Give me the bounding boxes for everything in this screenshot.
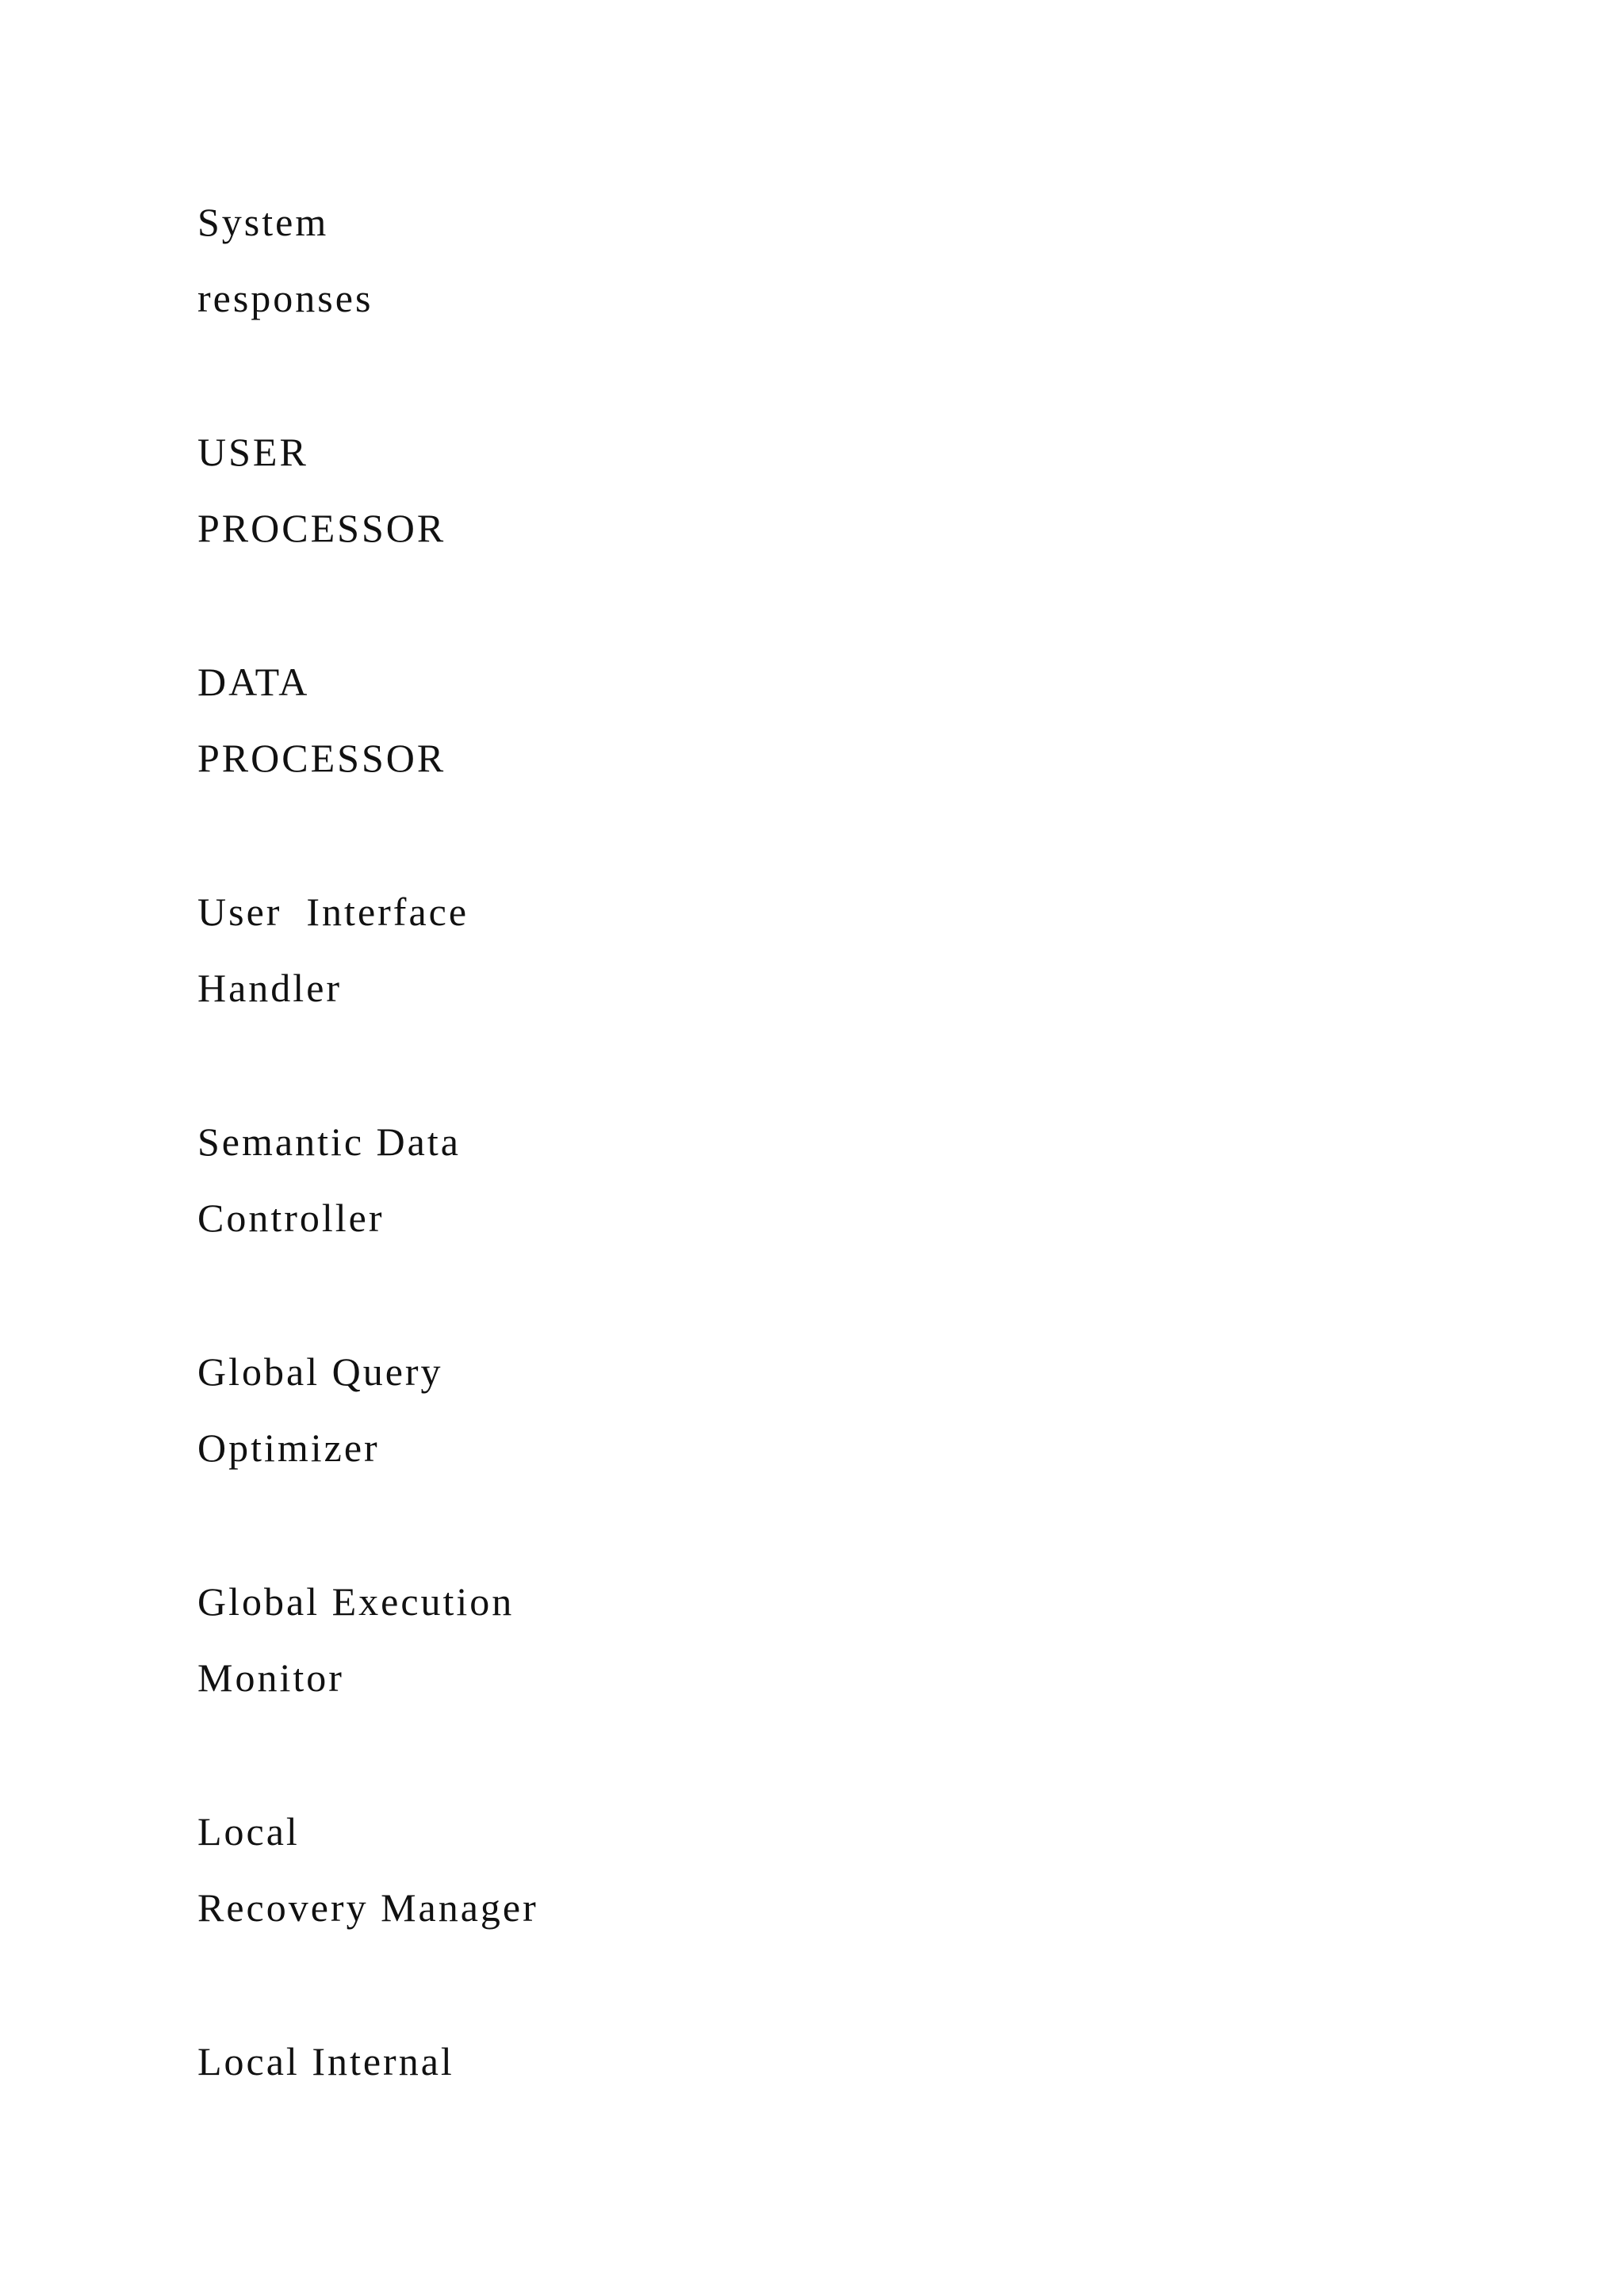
- text-line-semantic-data: Semantic Data: [197, 1119, 461, 1164]
- text-line-responses: responses: [197, 276, 373, 320]
- text-line-global-query: Global Query: [197, 1349, 443, 1394]
- text-line-handler: Handler: [197, 966, 343, 1010]
- text-line-user-interface: User Interface: [197, 890, 469, 934]
- text-line-user-processor: PROCESSOR: [197, 506, 446, 550]
- text-line-recovery-manager: Recovery Manager: [197, 1885, 538, 1930]
- text-line-controller: Controller: [197, 1196, 385, 1240]
- text-line-local: Local: [197, 1809, 300, 1854]
- text-line-optimizer: Optimizer: [197, 1425, 380, 1470]
- text-line-data-processor: PROCESSOR: [197, 736, 446, 780]
- text-line-monitor: Monitor: [197, 1655, 344, 1700]
- text-line-local-internal: Local Internal: [197, 2039, 454, 2084]
- text-line-user: USER: [197, 430, 308, 474]
- text-line-data: DATA: [197, 660, 310, 704]
- text-line-global-execution: Global Execution: [197, 1579, 515, 1624]
- text-line-system: System: [197, 200, 329, 244]
